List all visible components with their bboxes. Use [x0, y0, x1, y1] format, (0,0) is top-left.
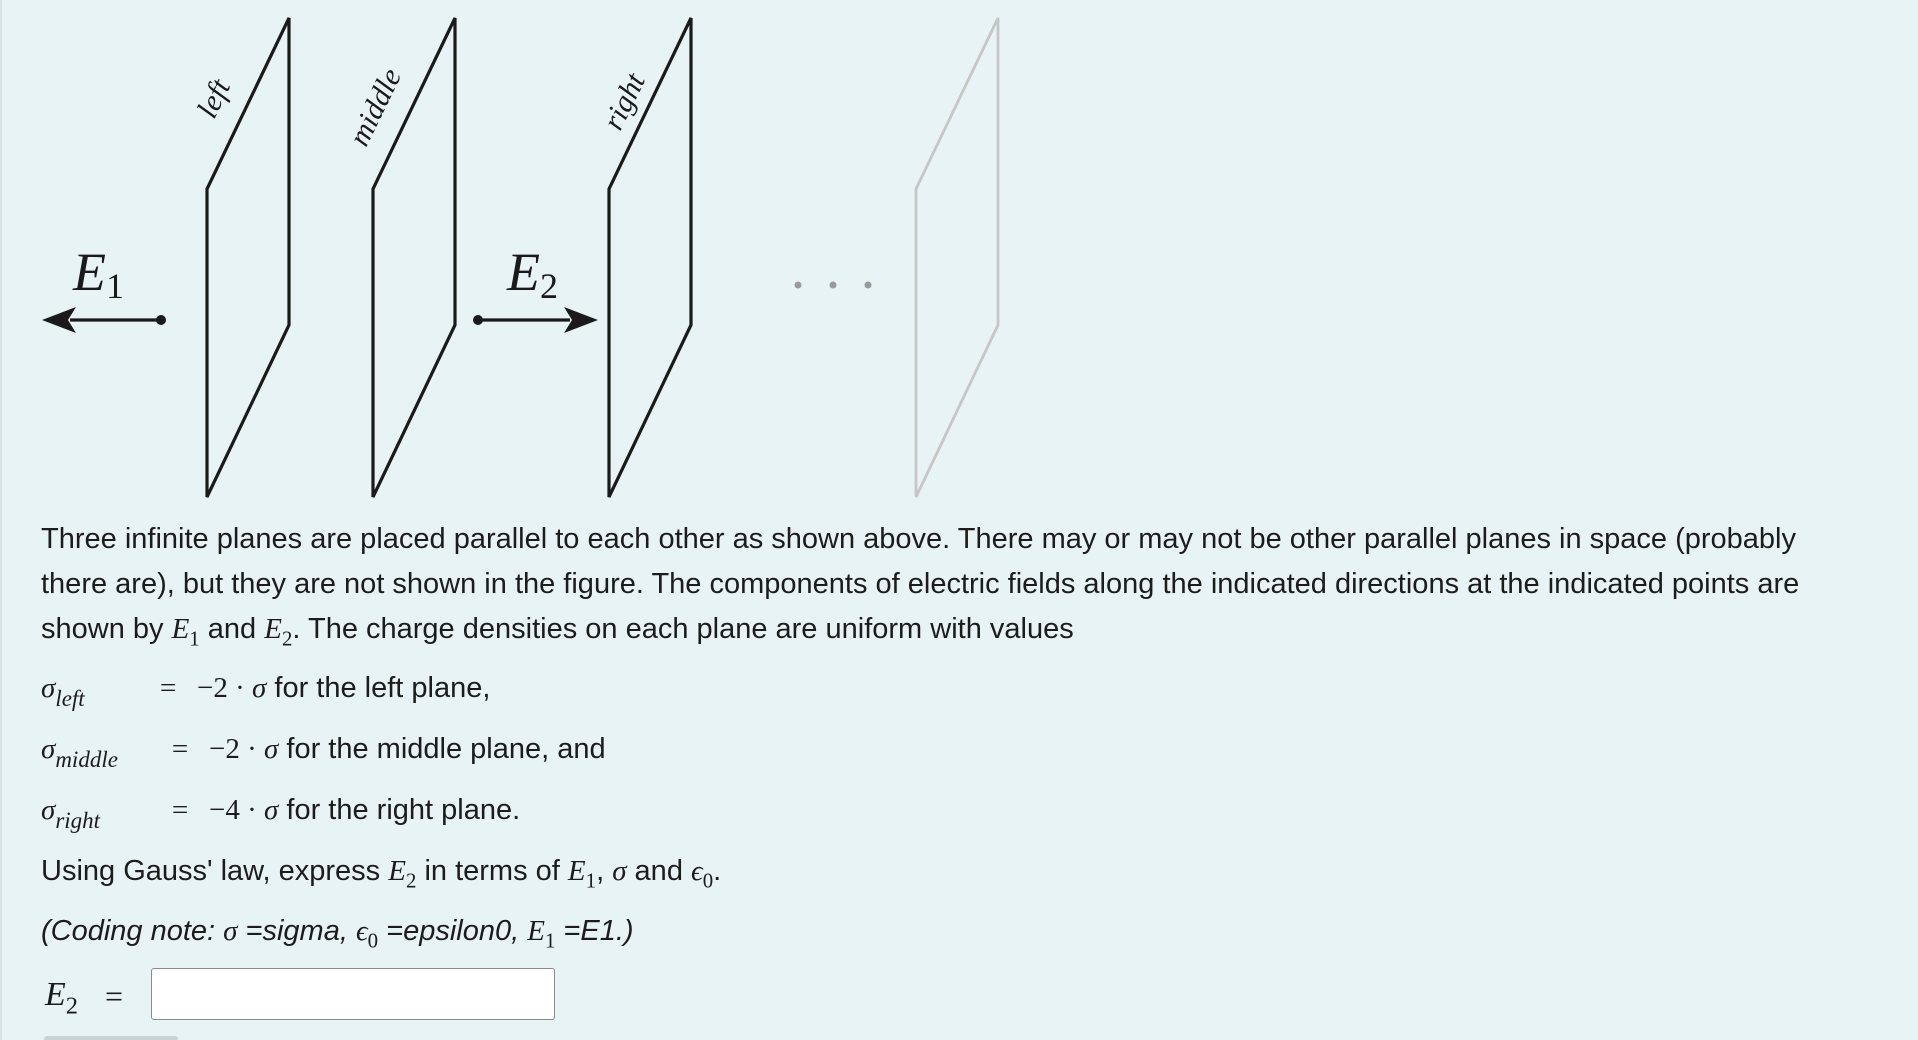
equation-left: $\sigma_{left} = -2 \cdot \sigma$ for the left plane,	[41, 672, 491, 711]
e1-label: E1	[73, 242, 124, 306]
middle-plane-label: middle	[342, 63, 409, 152]
coding-note: (Coding note: σ =sigma, $\epsilon_0$ =epsilon0, $E_1 =E1$.)	[41, 915, 634, 953]
paragraph-text-2: . The charge densities on each plane are uniform with values	[292, 613, 1074, 645]
answer-label: $E_2$	[45, 976, 79, 1020]
e1-arrow	[42, 307, 166, 333]
e2-inline: $E_2$	[264, 613, 293, 651]
ellipsis-dots	[795, 282, 872, 289]
e2-label: E2	[507, 242, 558, 306]
paragraph-text-1: Three infinite planes are placed parallel to each other as shown above. There may or may not be other parallel planes in space (probably there are), but they are not shown in the figure. The components of electric fields along the indicated directions at the indicated points are shown by	[41, 523, 1800, 645]
left-plane-label: left	[190, 74, 238, 124]
answer-input[interactable]	[151, 968, 555, 1020]
and-word: and	[199, 613, 265, 645]
submit-button-edge[interactable]	[44, 1036, 178, 1040]
equation-right: $\sigma_{right} = -4 \cdot \sigma$ for the right plane.	[41, 794, 521, 833]
faded-plane	[916, 18, 998, 497]
problem-statement	[41, 517, 1801, 661]
right-plane-label: right	[596, 68, 652, 136]
e1-inline: $E_1$	[171, 613, 200, 651]
answer-equals: =	[105, 978, 124, 1014]
equation-middle: $\sigma_{middle} = -2 \cdot \sigma$ for the middle plane, and	[41, 733, 606, 772]
question-text: Using Gauss' law, express $E_2$ in terms of $E_1$, σ and $\epsilon_0$.	[41, 855, 722, 893]
e2-arrow	[473, 307, 598, 333]
